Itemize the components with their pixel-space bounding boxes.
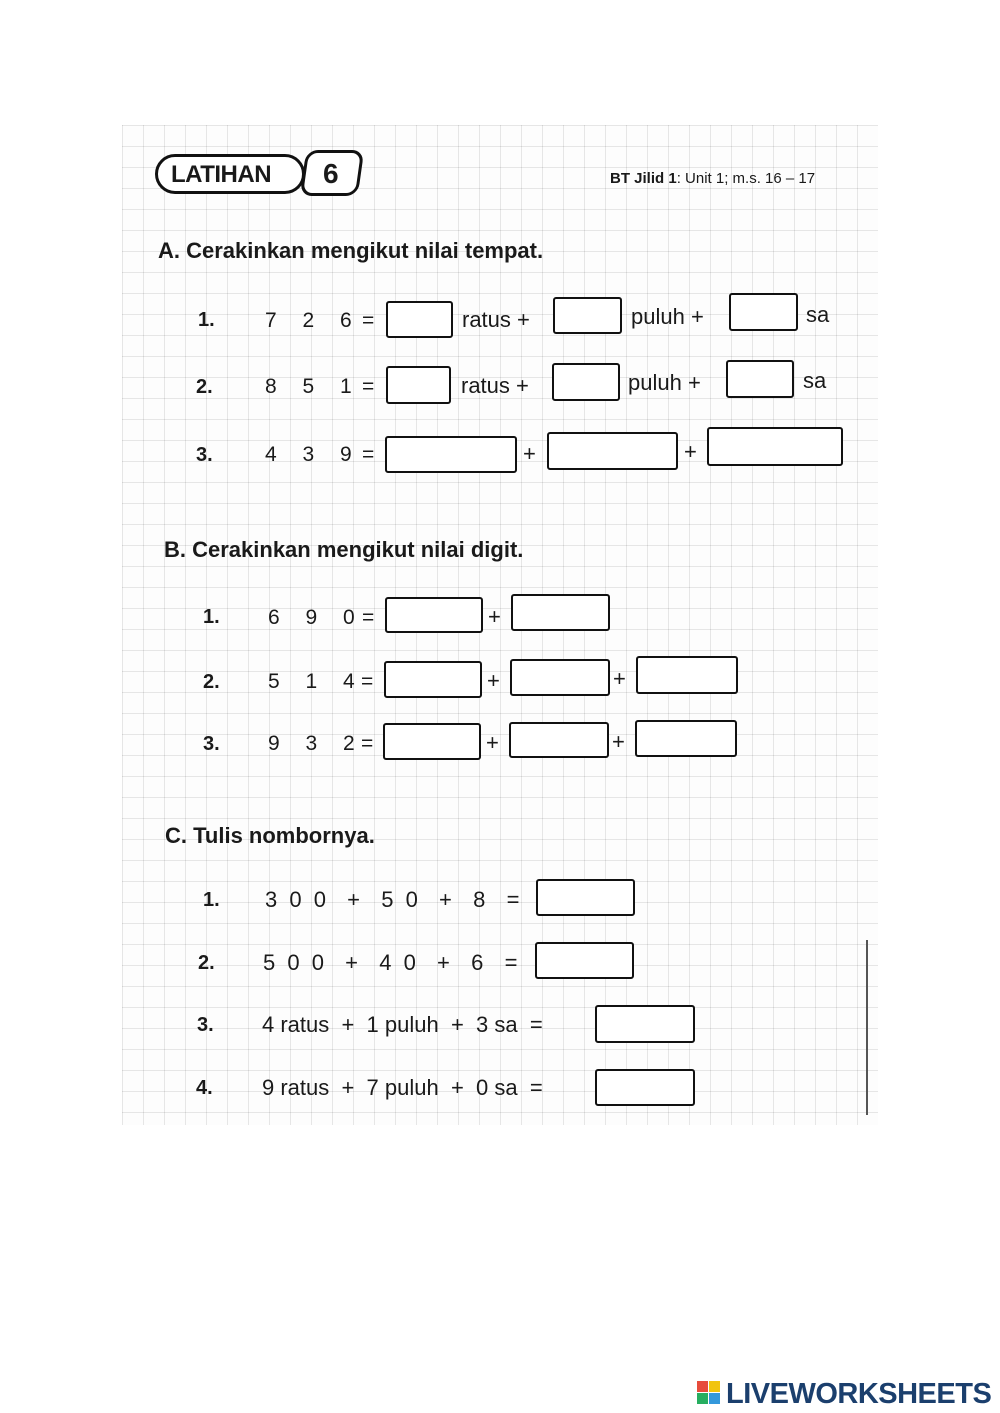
answer-box[interactable] [509,722,609,758]
answer-box[interactable] [386,366,451,404]
item-number: 3. [196,444,213,466]
equals-sign: = [361,670,384,693]
answer-box[interactable] [636,656,738,694]
answer-box[interactable] [553,297,622,334]
answer-box[interactable] [726,360,794,398]
plus-sign: + [523,441,536,466]
margin-line [866,940,868,1115]
label-sa: sa [806,302,830,327]
item-expression: 7 2 6 [265,309,362,332]
answer-box[interactable] [386,301,453,338]
answer-box[interactable] [535,942,634,979]
answer-box[interactable] [547,432,678,470]
answer-box[interactable] [729,293,798,331]
answer-box[interactable] [384,661,482,698]
badge-label: LATIHAN [171,161,272,188]
item-expression: 3 0 0 + 5 0 + 8 = [265,887,523,912]
answer-box[interactable] [536,879,635,916]
item-expression: 4 ratus + 1 puluh + 3 sa = [262,1012,543,1037]
item-number: 2. [196,376,213,398]
item-number: 4. [196,1077,213,1099]
exercise-badge [155,150,363,198]
liveworksheets-brand: LIVEWORKSHEETS [726,1378,992,1410]
item-expression: 9 ratus + 7 puluh + 0 sa = [262,1075,543,1100]
plus-sign: + [612,729,625,754]
equals-sign: = [362,443,385,466]
label-puluh: puluh + [628,370,701,395]
section-b-heading: B. Cerakinkan mengikut nilai digit. [164,537,524,562]
plus-sign: + [486,730,499,755]
reference-rest: : Unit 1; m.s. 16 – 17 [676,170,816,187]
answer-box[interactable] [595,1069,695,1106]
section-a-heading: A. Cerakinkan mengikut nilai tempat. [158,238,544,263]
item-expression: 8 5 1 [265,375,362,398]
item-number: 2. [198,952,215,974]
equals-sign: = [362,309,385,332]
item-expression: 5 1 4 [268,670,365,693]
section-c-heading: C. Tulis nombornya. [165,823,375,848]
plus-sign: + [488,604,501,629]
item-number: 1. [203,889,220,911]
answer-box[interactable] [552,363,620,401]
item-expression: 4 3 9 [265,443,362,466]
item-number: 3. [203,733,220,755]
equals-sign: = [362,375,385,398]
badge-number: 6 [323,158,339,189]
answer-box[interactable] [635,720,737,757]
answer-box[interactable] [383,723,481,760]
textbook-reference [610,170,815,187]
item-number: 2. [203,671,220,693]
item-expression: 9 3 2 [268,732,365,755]
equals-sign: = [362,606,385,629]
reference-bold: BT Jilid 1 [610,170,677,187]
answer-box[interactable] [511,594,610,631]
answer-box[interactable] [707,427,843,466]
item-expression: 5 0 0 + 4 0 + 6 = [263,950,521,975]
answer-box[interactable] [385,436,517,473]
label-ratus: ratus + [462,307,530,332]
answer-box[interactable] [510,659,610,696]
plus-sign: + [684,439,697,464]
answer-box[interactable] [385,597,483,633]
label-sa: sa [803,368,827,393]
item-expression: 6 9 0 [268,606,365,629]
label-puluh: puluh + [631,304,704,329]
item-number: 1. [203,606,220,628]
item-number: 3. [197,1014,214,1036]
equals-sign: = [361,732,384,755]
plus-sign: + [487,668,500,693]
liveworksheets-logo-icon [697,1381,721,1405]
plus-sign: + [613,666,626,691]
label-ratus: ratus + [461,373,529,398]
answer-box[interactable] [595,1005,695,1043]
item-number: 1. [198,309,215,331]
